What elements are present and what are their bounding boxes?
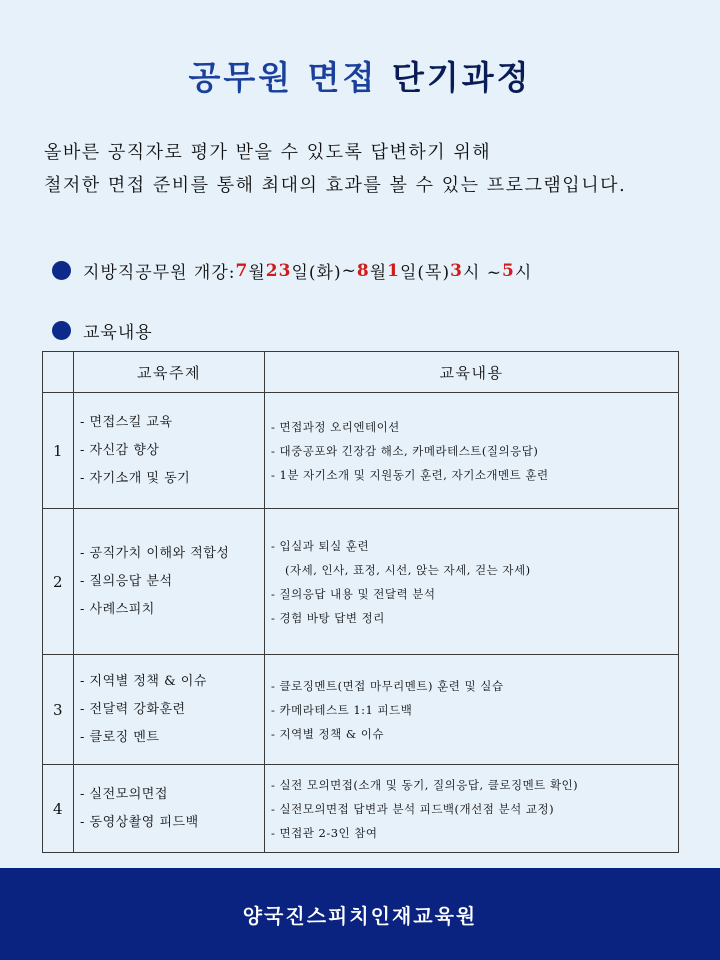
content-item: - 실전모의면접 답변과 분석 피드백(개선점 분석 교정) — [271, 801, 555, 816]
topic-item: - 자신감 향상 — [80, 442, 160, 458]
content-item: - 입실과 퇴실 훈련 — [271, 538, 370, 553]
content-item: - 면접관 2-3인 참여 — [271, 825, 378, 840]
header-topic: 교육주제 — [74, 352, 265, 393]
row-number: 2 — [43, 509, 74, 655]
start-weekday: (화) — [308, 263, 342, 283]
topic-cell — [74, 655, 265, 765]
content-cell — [265, 393, 679, 509]
topic-item: - 클로징 멘트 — [80, 729, 160, 745]
table-row — [43, 393, 679, 509]
content-item: - 카메라테스트 1:1 피드백 — [271, 702, 413, 717]
end-weekday: (목) — [417, 263, 451, 283]
intro-text — [44, 136, 626, 202]
table-row — [43, 509, 679, 655]
end-hour: 5 — [502, 260, 515, 281]
content-item: - 지역별 정책 & 이슈 — [271, 726, 385, 741]
bullet-dot-icon — [52, 321, 71, 340]
footer-banner — [0, 868, 720, 960]
row-number: 4 — [43, 765, 74, 853]
day-unit: 일 — [399, 263, 418, 283]
hour-unit: 시 ~ — [462, 263, 503, 283]
row-number: 3 — [43, 655, 74, 765]
topic-item: - 질의응답 분석 — [80, 573, 173, 589]
section-heading-label: 교육내용 — [83, 323, 153, 343]
range-separator: ~ — [341, 260, 357, 281]
title-part1: 공무원 면접 — [188, 58, 378, 97]
header-content: 교육내용 — [265, 352, 679, 393]
intro-line-1: 올바른 공직자로 평가 받을 수 있도록 답변하기 위해 — [44, 142, 492, 163]
start-month: 7 — [235, 260, 249, 281]
end-day: 1 — [387, 260, 400, 281]
day-unit: 일 — [291, 263, 309, 283]
topic-item: - 자기소개 및 동기 — [80, 470, 191, 486]
content-item: - 질의응답 내용 및 전달력 분석 — [271, 586, 436, 601]
start-hour: 3 — [450, 260, 463, 281]
topic-item: - 공직가치 이해와 적합성 — [80, 545, 230, 561]
bullet-dot-icon — [52, 261, 71, 280]
content-cell — [265, 509, 679, 655]
topic-cell — [74, 509, 265, 655]
schedule-label: 지방직공무원 개강: — [83, 263, 236, 283]
topic-cell — [74, 393, 265, 509]
header-num — [43, 352, 74, 393]
content-cell — [265, 765, 679, 853]
topic-item: - 실전모의면접 — [80, 786, 168, 802]
topic-item: - 면접스킬 교육 — [80, 414, 173, 430]
month-unit: 월 — [248, 263, 266, 283]
content-item: - 클로징멘트(면접 마무리멘트) 훈련 및 실습 — [271, 678, 504, 693]
row-number: 1 — [43, 393, 74, 509]
section-heading — [52, 318, 153, 343]
content-cell — [265, 655, 679, 765]
content-item: - 실전 모의면접(소개 및 동기, 질의응답, 클로징멘트 확인) — [271, 777, 579, 792]
footer-org-name: 양국진스피치인재교육원 — [242, 903, 478, 928]
topic-cell — [74, 765, 265, 853]
table-header-row — [43, 352, 679, 393]
topic-item: - 지역별 정책 & 이슈 — [80, 673, 207, 689]
curriculum-table — [42, 351, 679, 853]
month-unit: 월 — [369, 263, 388, 283]
content-item: - 경험 바탕 답변 정리 — [271, 610, 385, 625]
intro-line-2: 철저한 면접 준비를 통해 최대의 효과를 볼 수 있는 프로그램입니다. — [44, 175, 627, 196]
title-part2: 단기과정 — [391, 58, 532, 97]
page-title — [0, 52, 720, 99]
table-row — [43, 655, 679, 765]
content-item: (자세, 인사, 표정, 시선, 앉는 자세, 걷는 자세) — [285, 562, 531, 577]
content-item: - 1분 자기소개 및 지원동기 훈련, 자기소개멘트 훈련 — [271, 467, 549, 482]
content-item: - 대중공포와 긴장감 해소, 카메라테스트(질의응답) — [271, 443, 539, 458]
hour-unit: 시 — [514, 263, 533, 283]
schedule-line — [52, 258, 532, 283]
content-item: - 면접과정 오리엔테이션 — [271, 419, 400, 434]
table-row — [43, 765, 679, 853]
end-month: 8 — [356, 260, 370, 281]
topic-item: - 동영상촬영 피드백 — [80, 814, 199, 830]
start-day: 23 — [265, 260, 292, 281]
topic-item: - 사례스피치 — [80, 601, 155, 617]
topic-item: - 전달력 강화훈련 — [80, 701, 186, 717]
